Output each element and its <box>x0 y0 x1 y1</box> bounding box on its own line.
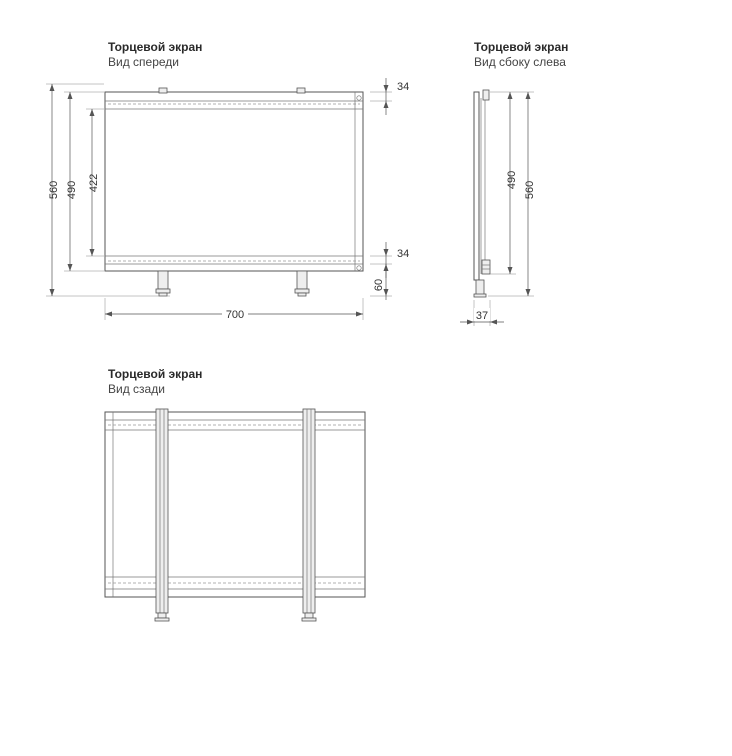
front-panel-outline <box>105 92 363 271</box>
side-view-drawing <box>460 90 536 326</box>
dim-label-front-700: 700 <box>225 309 245 321</box>
back-view-subtitle: Вид сзади <box>108 382 165 396</box>
back-rail-left <box>155 409 169 621</box>
side-top-clip <box>483 90 489 100</box>
front-leg-left <box>156 271 170 296</box>
dim-label-front-top-34: 34 <box>397 81 410 93</box>
dim-label-side-490: 490 <box>506 170 518 190</box>
back-view-title: Торцевой экран <box>108 367 203 381</box>
dim-label-front-560: 560 <box>48 180 60 200</box>
side-bottom-bracket <box>482 260 490 274</box>
side-leg <box>476 280 484 295</box>
front-clip-left <box>159 88 167 93</box>
front-leg-right <box>295 271 309 296</box>
dim-label-side-560: 560 <box>524 180 536 200</box>
side-view-title: Торцевой экран <box>474 40 569 54</box>
front-clip-right <box>297 88 305 93</box>
dim-label-front-bottom-34: 34 <box>397 248 410 260</box>
front-view-title: Торцевой экран <box>108 40 203 54</box>
side-view-subtitle: Вид сбоку слева <box>474 55 566 69</box>
dim-label-front-490: 490 <box>66 180 78 200</box>
dim-label-front-422: 422 <box>88 173 100 193</box>
back-panel-outline <box>105 412 365 597</box>
side-leg-foot <box>474 294 486 297</box>
dim-label-front-60: 60 <box>373 278 385 292</box>
front-top-screw-icon <box>357 96 361 100</box>
back-rail-right <box>302 409 316 621</box>
back-view-drawing <box>105 409 365 621</box>
front-view-subtitle: Вид спереди <box>108 55 180 69</box>
front-view-drawing <box>46 78 409 321</box>
dim-label-side-37: 37 <box>475 310 489 322</box>
side-panel-outline <box>474 92 479 280</box>
front-bottom-screw-icon <box>357 266 361 270</box>
